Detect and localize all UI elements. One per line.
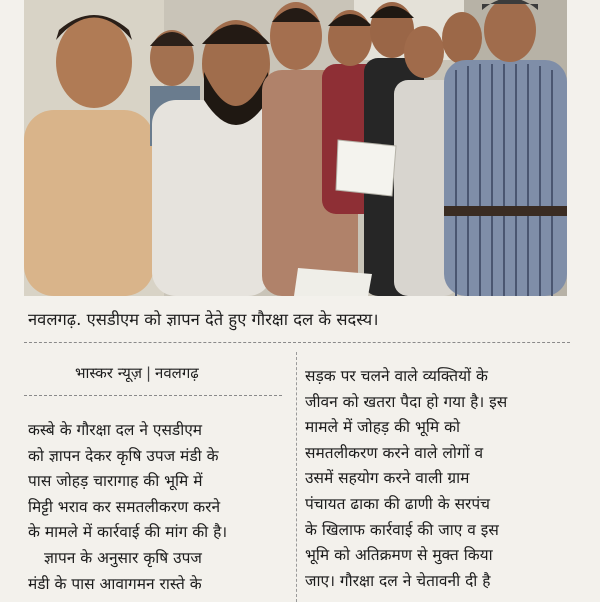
group-photo-icon	[24, 0, 567, 296]
article-line: समतलीकरण करने वाले लोगों व	[305, 443, 484, 462]
article-line: पंचायत ढाका की ढाणी के सरपंच	[305, 494, 491, 513]
article-line: जीवन को खतरा पैदा हो गया है। इस	[305, 392, 508, 411]
article-line: कस्बे के गौरक्षा दल ने एसडीएम	[28, 421, 203, 439]
article-line: मिट्टी भराव कर समतलीकरण करने	[28, 497, 221, 516]
article-left-column	[28, 418, 286, 597]
article-line: पास जोहड़ चारागाह की भूमि में	[28, 472, 203, 491]
article-line: सड़क पर चलने वाले व्यक्तियों के	[305, 367, 488, 385]
column-divider	[296, 352, 297, 602]
article-line: के मामले में कार्रवाई की मांग की है।	[28, 523, 228, 542]
article-line: भूमि को अतिक्रमण से मुक्त किया	[305, 546, 493, 565]
news-photo	[24, 0, 567, 296]
article-line: जाए। गौरक्षा दल ने चेतावनी दी है	[305, 571, 491, 590]
article-line: मामले में जोहड़ की भूमि को	[305, 418, 461, 437]
article-line: मंडी के पास आवागमन रास्ते के	[28, 574, 202, 593]
dateline-source: भास्कर न्यूज़	[75, 364, 142, 382]
dateline-divider	[24, 395, 282, 396]
article-line: ज्ञापन के अनुसार कृषि उपज	[44, 548, 202, 567]
caption-divider	[24, 342, 570, 343]
article-right-column	[305, 364, 573, 594]
dateline-separator: |	[145, 364, 152, 382]
dateline-place: नवलगढ़	[155, 364, 199, 382]
photo-caption: नवलगढ़. एसडीएम को ज्ञापन देते हुए गौरक्षा दल के सदस्य।	[28, 310, 379, 329]
article-line: को ज्ञापन देकर कृषि उपज मंडी के	[28, 446, 219, 465]
article-line: के खिलाफ कार्रवाई की जाए व इस	[305, 520, 499, 539]
article-line: उसमें सहयोग करने वाली ग्राम	[305, 469, 470, 488]
dateline	[75, 362, 199, 384]
